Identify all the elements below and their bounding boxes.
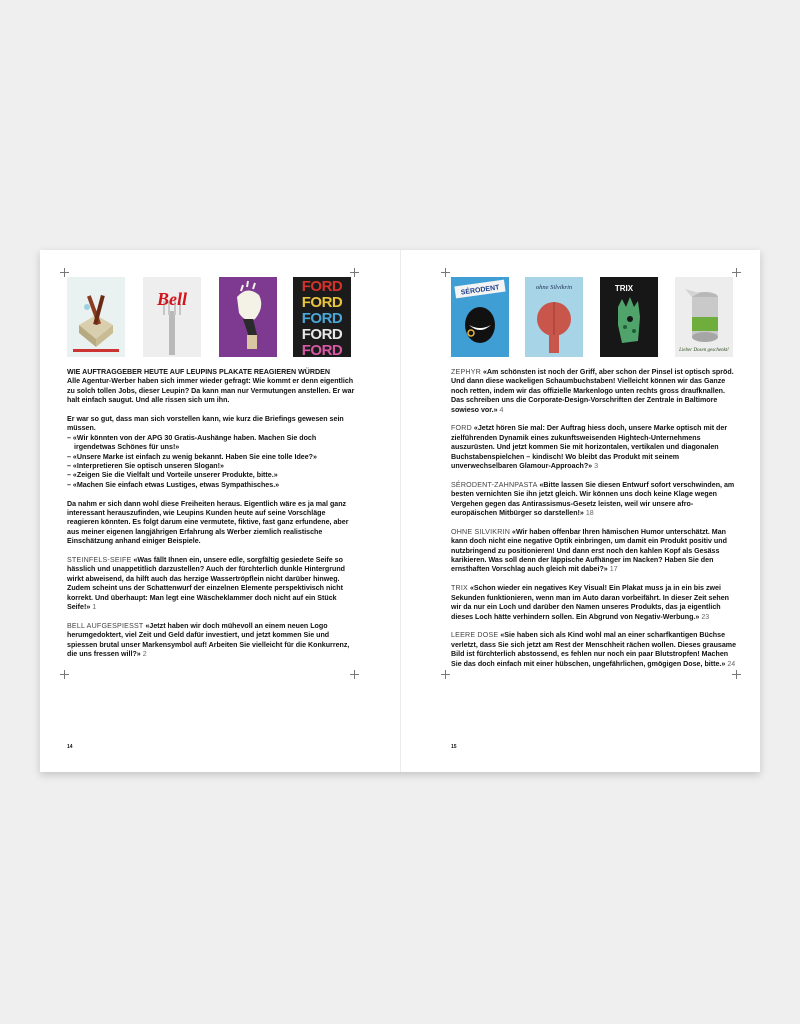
- bell-fork-illustration: [143, 277, 201, 357]
- right-text-column: [451, 368, 739, 678]
- entry-ref: 18: [585, 509, 594, 518]
- entry-ref: 17: [609, 565, 618, 574]
- poster-serodent: [451, 277, 509, 357]
- ford-word: FORD: [301, 342, 343, 357]
- entry-leere-dose: [451, 631, 739, 669]
- soap-illustration: [67, 277, 125, 357]
- poster-steinfels: [67, 277, 125, 357]
- freedom-paragraph: Da nahm er sich dann wohl diese Freiheiten heraus. Eigentlich wäre es ja mal ganz interessant herauszufinden, wie Leupins Kunden heute auf seine Vorschläge reagieren könnten. Es folgt darum eine vermutete, fiktive, fast ganz erfundene, aber aus meiner eigenen langjährigen Erfahrung als Werber ziemlich realistische Einschätzung anhand einiger Beispiele.: [67, 499, 349, 546]
- entry-bell: [67, 622, 355, 660]
- section-heading: WIE AUFTRAGGEBER HEUTE AUF LEUPINS PLAKATE REAGIEREN WÜRDEN: [67, 368, 330, 376]
- silvikrin-logo-text: ohne Silvikrin: [535, 284, 573, 291]
- ford-word: FORD: [301, 310, 343, 327]
- entry-text: «Wir haben offenbar Ihren hämischen Humor unterschätzt. Man kann doch nicht eine negative Optik einbringen, um damit ein Produkt positiv und nutzbringend zu positionieren! Und dann erst noch den kahlen Kopf als Gesäss karikieren. Was soll denn der läppische Aufhänger im Nacken? Haben Sie den ernsthaften Vorschlag auch gleich mit dabei?»: [451, 527, 727, 574]
- ford-word: FORD: [301, 326, 343, 343]
- entry-zephyr: [451, 368, 739, 415]
- left-text-column: [67, 368, 355, 669]
- entry-label: TRIX: [451, 584, 468, 593]
- briefing-item: – «Unsere Marke ist einfach zu wenig bekannt. Haben Sie eine tolle Idee?»: [67, 453, 355, 462]
- crop-mark: [732, 268, 741, 277]
- entry-ref: 2: [142, 650, 147, 659]
- briefing-item: – «Interpretieren Sie optisch unseren Slogan!»: [67, 462, 355, 471]
- entry-label: OHNE SILVIKRIN: [451, 527, 511, 536]
- entry-ref: 24: [727, 659, 736, 668]
- page-number: 14: [67, 744, 73, 750]
- entry-ford: [451, 424, 739, 471]
- empty-can-logo-text: Lieber Dosen geschenkt!: [679, 348, 729, 353]
- briefing-item: – «Zeigen Sie die Vielfalt und Vorteile unserer Produkte, bitte.»: [67, 471, 355, 480]
- book-spread: [40, 250, 760, 772]
- page-number: 15: [451, 744, 457, 750]
- briefings-intro: Er war so gut, dass man sich vorstellen kann, wie kurz die Briefings gewesen sein müssen.: [67, 415, 344, 433]
- ford-word: FORD: [301, 294, 343, 311]
- entry-serodent: [451, 481, 739, 519]
- briefing-item: – «Wir könnten von der APG 30 Gratis-Aushänge haben. Machen Sie doch irgendetwas Schönes für uns!»: [67, 434, 355, 453]
- crop-mark: [441, 268, 450, 277]
- crop-mark: [441, 670, 450, 679]
- crop-mark: [350, 268, 359, 277]
- poster-ford: [293, 277, 351, 357]
- entry-text: «Jetzt haben wir doch mühevoll an einem neuen Logo herumgedoktert, viel Zeit und Geld dafür investiert, und jetzt kommen Sie und spiessen brutal unser Markensymbol auf! Arbeiten Sie vielleicht für die Konkurrenz, die uns fressen will?»: [67, 621, 350, 659]
- entry-trix: [451, 584, 739, 622]
- entry-ref: 23: [701, 612, 710, 621]
- entry-silvikrin: [451, 528, 739, 575]
- crop-mark: [60, 268, 69, 277]
- poster-purple-hand: [219, 277, 277, 357]
- entry-label: LEERE DOSE: [451, 631, 499, 640]
- briefings-list: [67, 434, 355, 490]
- entry-ref: 3: [594, 462, 599, 471]
- entry-text: «Was fällt Ihnen ein, unsere edle, sorgfältig gesiedete Seife so hässlich und unappetitlich darzustellen? Auch der fürchterlich dunkle Hintergrund wirkt abweisend, da hilft auch das herzige Wassertröpflein nicht darüber hinweg. Zudem scheint uns der Schattenwurf der einzelnen Elemente perspektivisch nicht korrekt. Und überhaupt: Man legt eine Wäscheklammer doch nicht auf ein Stück Seife!»: [67, 556, 345, 612]
- crop-mark: [350, 670, 359, 679]
- intro-paragraph: Alle Agentur-Werber haben sich immer wieder gefragt: Wie kommt er denn eigentlich zu solch tollen Jobs, dieser Leupin? Da kann man nur Vermutungen anstellen. Er war halt einfach saugut. Und alle rissen sich um ihn.: [67, 377, 355, 405]
- left-page: [40, 250, 400, 772]
- entry-label: SÉRODENT-ZAHNPASTA: [451, 480, 538, 489]
- serodent-illustration: [451, 277, 509, 357]
- trix-logo-text: TRIX: [614, 284, 634, 293]
- entry-ref: 1: [92, 603, 97, 612]
- right-page: [400, 250, 760, 772]
- entry-label: FORD: [451, 424, 472, 433]
- entry-text: «Bitte lassen Sie diesen Entwurf sofort verschwinden, am besten vernichten Sie ihn jetzt gleich. Wir können uns doch keine Klage wegen Vergehen gegen das Antirassismus-Gesetz leisten, weil wir unsere afro-europäischen Mitbürger so darstellen!»: [451, 480, 735, 518]
- poster-empty-can: [675, 277, 733, 357]
- ford-word: FORD: [301, 278, 343, 295]
- bell-logo-text: Bell: [157, 289, 187, 309]
- entry-text: «Am schönsten ist noch der Griff, aber schon der Pinsel ist optisch spröd. Und dann diese wackeligen Schaumbuchstaben! Vielleicht können wir das Ganze noch retten, indem wir das offizielle Markenlogo unten rechts gross draufknallen. Das schreiben uns die Corporate-Design-Vorschriften der Zentrale in Baltimore sowieso vor.»: [451, 368, 734, 414]
- serodent-logo-text: SÉRODENT: [460, 284, 500, 297]
- entry-label: BELL AUFGESPIESST: [67, 621, 144, 630]
- entry-label: ZEPHYR: [451, 368, 481, 376]
- poster-bell: [143, 277, 201, 357]
- entry-text: «Schon wieder ein negatives Key Visual! Ein Plakat muss ja in ein bis zwei Sekunden funktionieren, wenn man im Auto daran vorbeifährt. In dieser Zeit sehen wir da nur ein Loch und darüber den Namen unseres Produkts, das ja eigentlich dieses Loch hätte verhindern sollen. Ein Abgrund von Negativ-Werbung.»: [451, 584, 730, 621]
- poster-silvikrin: [525, 277, 583, 357]
- entry-ref: 4: [499, 405, 504, 414]
- silvikrin-illustration: [525, 277, 583, 357]
- hand-illustration: [219, 277, 277, 357]
- poster-trix: [600, 277, 658, 357]
- trix-illustration: [600, 277, 658, 357]
- crop-mark: [60, 670, 69, 679]
- entry-text: «Jetzt hören Sie mal: Der Auftrag hiess doch, unsere Marke optisch mit der zielführenden Dynamik eines zukunftsweisenden Hightech-Unternehmens auszurüsten. Und jetzt kommen Sie mit horizontalen, vertikalen und diagonalen Buchstabenspielchen – kindisch! Wo bleibt das Produkt mit seinem unverwechselbaren Glamour-Approach?»: [451, 424, 728, 471]
- entry-label: STEINFELS-SEIFE: [67, 556, 132, 565]
- briefing-item: – «Machen Sie einfach etwas Lustiges, etwas Sympathisches.»: [67, 481, 355, 490]
- entry-steinfels: [67, 556, 355, 612]
- empty-can-illustration: [675, 277, 733, 357]
- entry-text: «Sie haben sich als Kind wohl mal an einer scharfkantigen Büchse verletzt, dass Sie sich jetzt am Rest der Menschheit rächen wollen. Dieses grausame Bild ist fürchterlich abstossend, es fehlen nur noch ein paar Blutstropfen! Machen Sie das doch einfach mit einer hübschen, ungefährlichen, gmögigen Dose, bitte.»: [451, 631, 737, 668]
